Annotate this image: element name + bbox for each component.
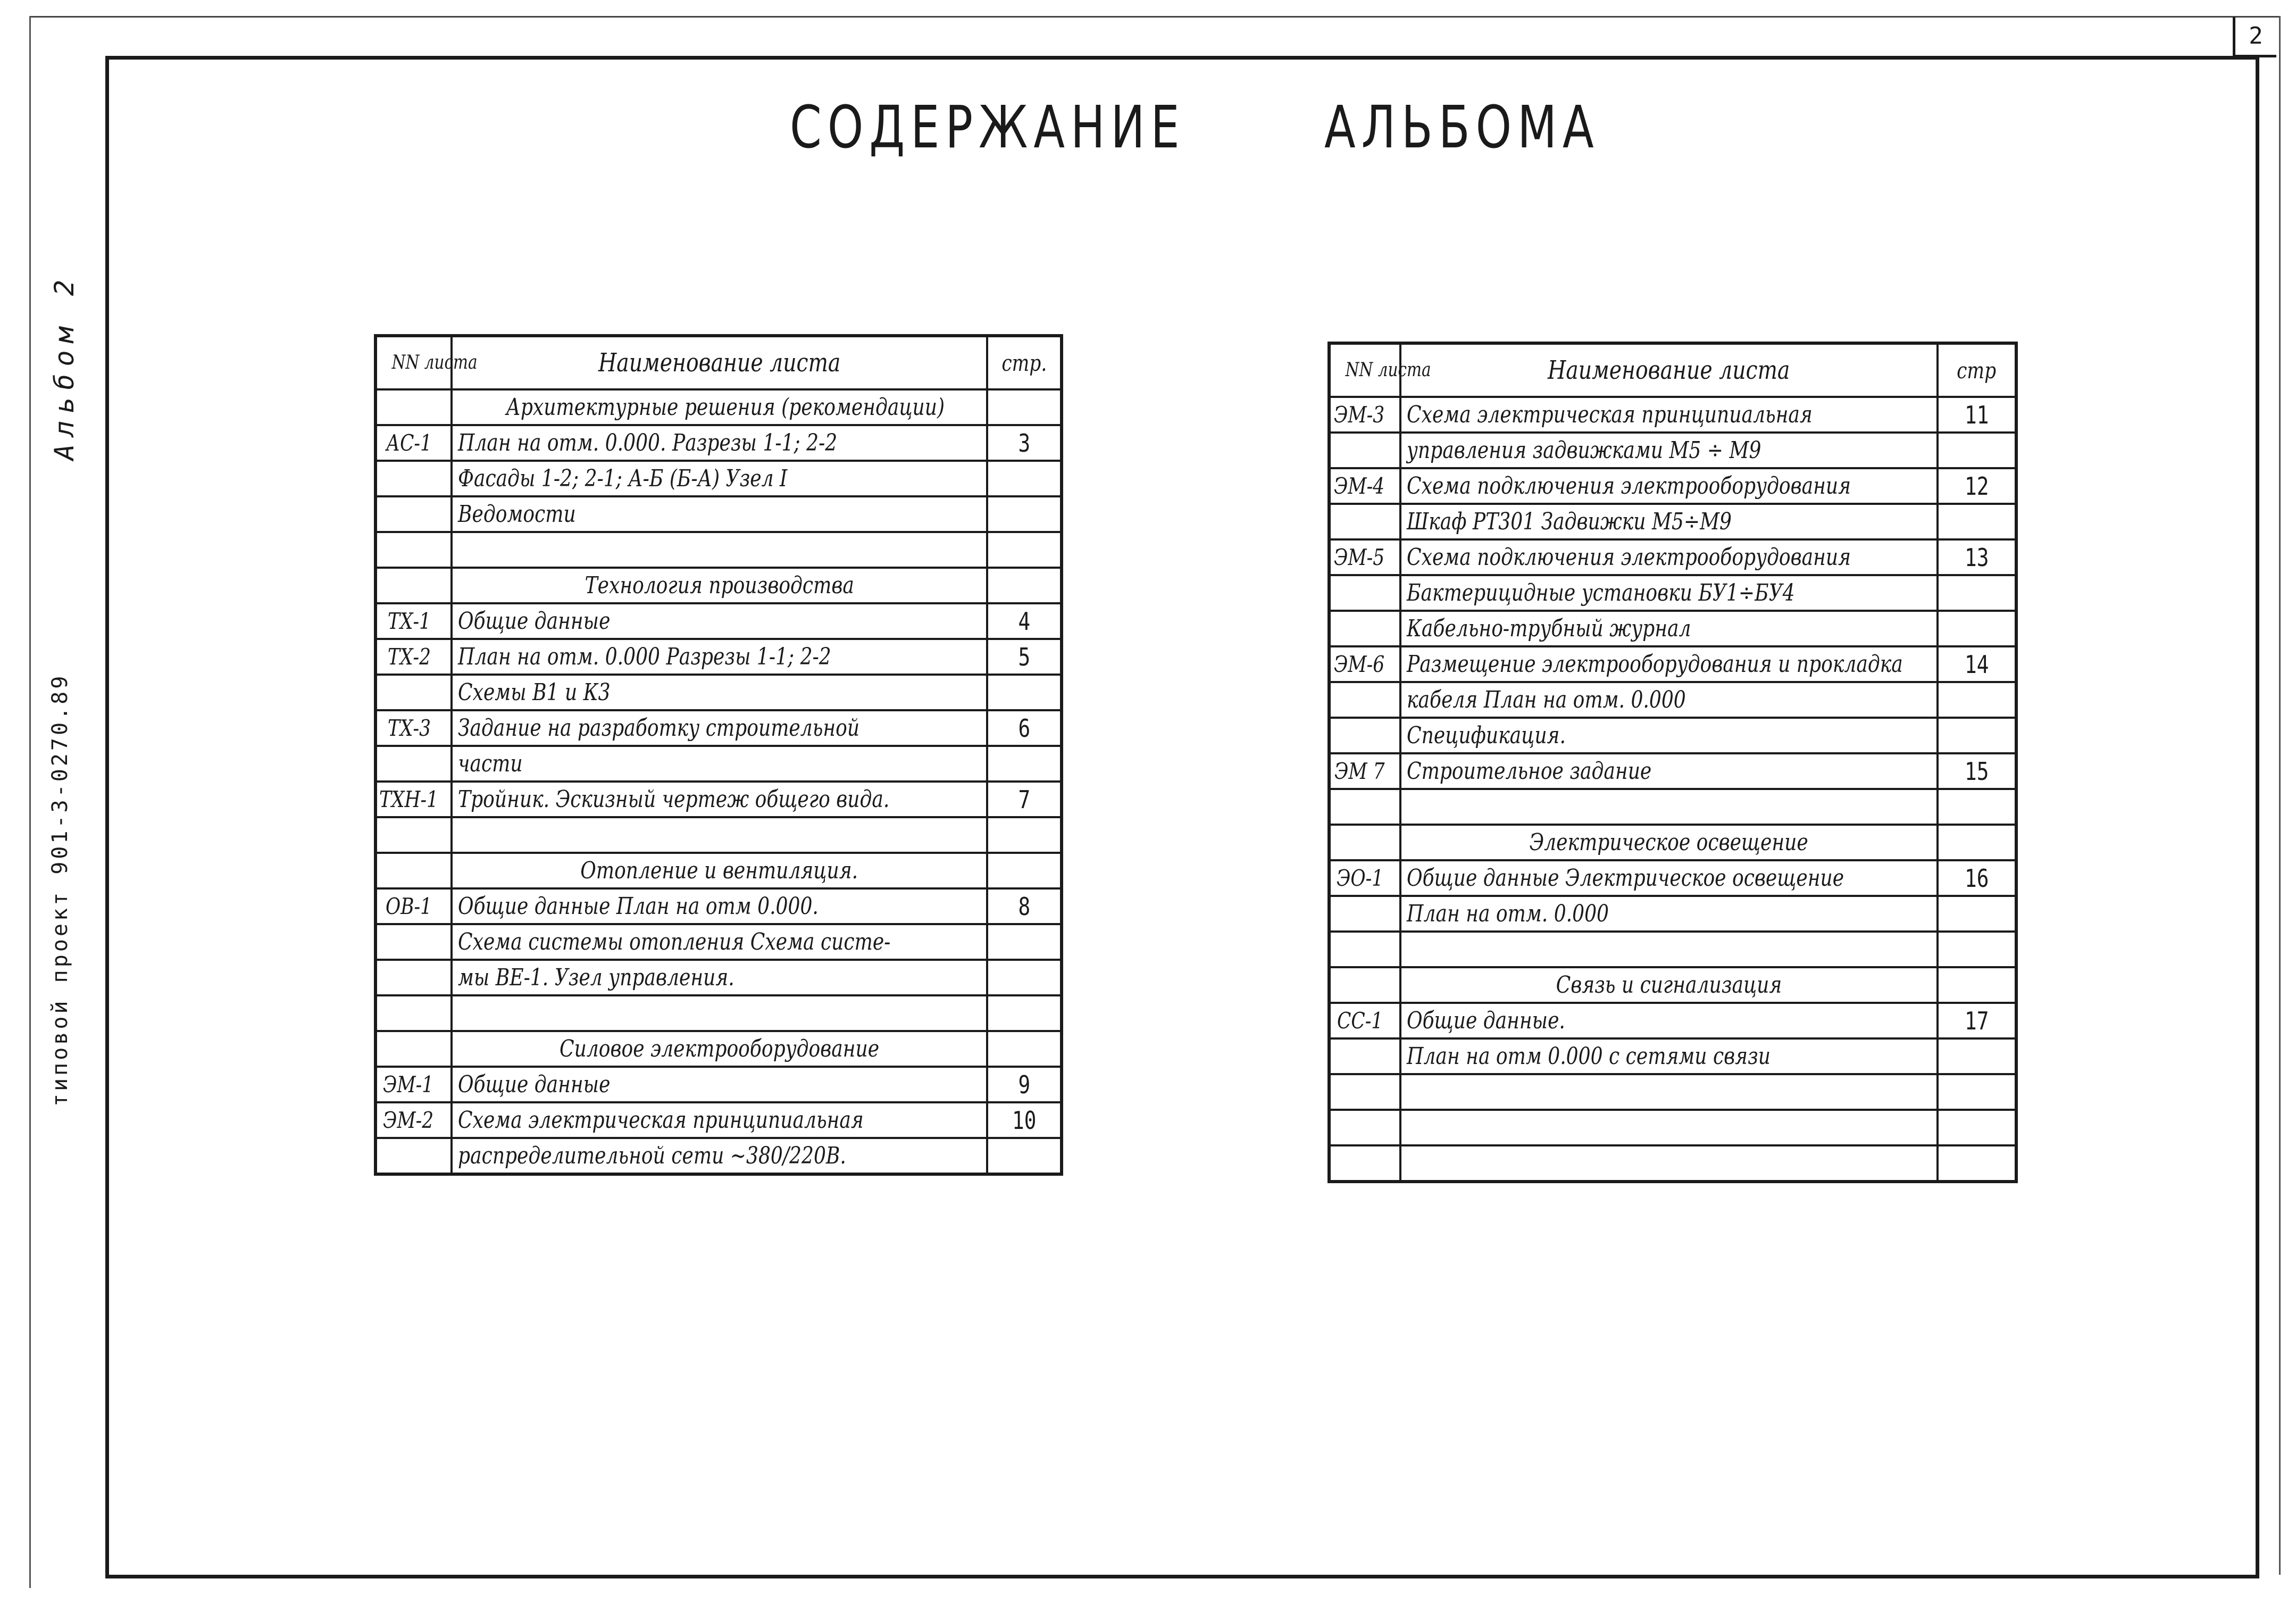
table-row (375, 746, 1062, 782)
page-title-right: АЛЬБОМА (1324, 93, 1600, 161)
sheet-number: ЭМ-4 (1329, 468, 1400, 504)
sheet-name: Спецификация. (1400, 718, 1938, 753)
sheet-name: распределительной сети ~380/220В. (452, 1138, 987, 1174)
sheet-number (1329, 504, 1400, 539)
sheet-name (1400, 1074, 1938, 1110)
sheet-name (452, 532, 987, 568)
table-row (375, 461, 1062, 496)
page-title-left: СОДЕРЖАНИЕ (790, 93, 1185, 161)
section-title: Связь и сигнализация (1400, 967, 1938, 1003)
page-number-cell (987, 532, 1062, 568)
table-row (375, 603, 1062, 639)
table-row (375, 1138, 1062, 1174)
page-number-cell (1938, 433, 2016, 468)
header-sheet-name: Наименование листа (452, 336, 987, 389)
table-row (1329, 718, 2016, 753)
header-sheet-name: Наименование листа (1400, 343, 1938, 397)
page-number-cell (987, 746, 1062, 782)
sheet-name: План на отм. 0.000 Разрезы 1-1; 2-2 (452, 639, 987, 675)
sheet-name: Схема электрическая принципиальная (1400, 397, 1938, 433)
empty-cell (1938, 967, 2016, 1003)
table-header (1329, 343, 2016, 397)
page-number-cell: 17 (1938, 1003, 2016, 1038)
sheet-name: Шкаф РТ301 Задвижки М5÷М9 (1400, 504, 1938, 539)
sheet-name: Бактерицидные установки БУ1÷БУ4 (1400, 575, 1938, 611)
table-row (375, 817, 1062, 853)
table-row (375, 960, 1062, 995)
sheet-name: части (452, 746, 987, 782)
table-row (1329, 932, 2016, 967)
outer-border-top (29, 16, 2279, 18)
sheet-name: Общие данные. (1400, 1003, 1938, 1038)
page-number-cell (1938, 789, 2016, 825)
table-row (1329, 1038, 2016, 1074)
sheet-name: Общие данные (452, 603, 987, 639)
contents-table-right (1327, 342, 2018, 1183)
table-row (1329, 504, 2016, 539)
empty-cell (375, 1031, 452, 1067)
sheet-name (1400, 1110, 1938, 1145)
sheet-number (375, 461, 452, 496)
section-title: Электрическое освещение (1400, 825, 1938, 860)
sheet-number (1329, 575, 1400, 611)
sheet-number (1329, 682, 1400, 718)
table-row (1329, 646, 2016, 682)
table-row (375, 888, 1062, 924)
contents-table-left (374, 334, 1063, 1176)
table-row (1329, 1110, 2016, 1145)
sheet-name: Тройник. Эскизный чертеж общего вида. (452, 782, 987, 817)
section-row (375, 568, 1062, 603)
album-side-label: Альбом 2 (49, 272, 80, 460)
section-row (375, 389, 1062, 425)
sheet-number (1329, 611, 1400, 646)
sheet-number (375, 746, 452, 782)
sheet-name: мы ВЕ-1. Узел управления. (452, 960, 987, 995)
page-number-cell: 4 (987, 603, 1062, 639)
sheet-name: Общие данные (452, 1067, 987, 1102)
sheet-name: Общие данные Электрическое освещение (1400, 860, 1938, 896)
table-row (1329, 1074, 2016, 1110)
section-row (1329, 825, 2016, 860)
sheet-name (1400, 789, 1938, 825)
page-number-cell (1938, 1074, 2016, 1110)
table-row (375, 675, 1062, 710)
sheet-number (1329, 1038, 1400, 1074)
section-title: Отопление и вентиляция. (452, 853, 987, 888)
sheet-number (1329, 789, 1400, 825)
empty-cell (1938, 825, 2016, 860)
empty-cell (375, 389, 452, 425)
header-sheet-number: NN листа (1329, 343, 1400, 397)
sheet-name (1400, 1145, 1938, 1182)
sheet-name: Размещение электрооборудования и прокладка (1400, 646, 1938, 682)
table-row (1329, 468, 2016, 504)
sheet-number (375, 924, 452, 960)
sheet-number: ЭМ-1 (375, 1067, 452, 1102)
sheet-number: АС-1 (375, 425, 452, 461)
sheet-name: Схема электрическая принципиальная (452, 1102, 987, 1138)
empty-cell (987, 389, 1062, 425)
table-row (1329, 539, 2016, 575)
sheet-number: ТХ-1 (375, 603, 452, 639)
table-row (375, 782, 1062, 817)
page-number-cell (987, 496, 1062, 532)
sheet-name: Ведомости (452, 496, 987, 532)
empty-cell (1329, 825, 1400, 860)
page-number-cell (987, 817, 1062, 853)
sheet-name: Фасады 1-2; 2-1; А-Б (Б-А) Узел I (452, 461, 987, 496)
sheet-number (375, 675, 452, 710)
page-number-cell: 8 (987, 888, 1062, 924)
sheet-number: ЭМ-6 (1329, 646, 1400, 682)
table-row (1329, 753, 2016, 789)
page-number-cell (987, 924, 1062, 960)
sheet-number (1329, 932, 1400, 967)
page-number: 2 (2233, 17, 2276, 57)
page-number-cell: 3 (987, 425, 1062, 461)
sheet-name: кабеля План на отм. 0.000 (1400, 682, 1938, 718)
table-row (1329, 682, 2016, 718)
empty-cell (375, 568, 452, 603)
table-row (375, 425, 1062, 461)
table-row (375, 995, 1062, 1031)
sheet-number (375, 960, 452, 995)
page-number-cell: 16 (1938, 860, 2016, 896)
section-row (375, 853, 1062, 888)
page-number-cell: 7 (987, 782, 1062, 817)
sheet-name (1400, 932, 1938, 967)
table-row (1329, 611, 2016, 646)
table-row (375, 1067, 1062, 1102)
page-number-cell (1938, 611, 2016, 646)
sheet-name: Схема подключения электрооборудования (1400, 539, 1938, 575)
section-title: Силовое электрооборудование (452, 1031, 987, 1067)
sheet-number: ЭМ 7 (1329, 753, 1400, 789)
table-row (1329, 397, 2016, 433)
table-row (375, 639, 1062, 675)
sheet-name: Схемы В1 и К3 (452, 675, 987, 710)
empty-cell (987, 853, 1062, 888)
sheet-number (375, 532, 452, 568)
page-number-cell (1938, 682, 2016, 718)
sheet-name: План на отм 0.000 с сетями связи (1400, 1038, 1938, 1074)
page-number-cell (1938, 504, 2016, 539)
sheet-number (375, 1138, 452, 1174)
sheet-name: Строительное задание (1400, 753, 1938, 789)
section-title: Технология производства (452, 568, 987, 603)
page-number-cell (1938, 932, 2016, 967)
table-row (375, 496, 1062, 532)
page-number-cell: 15 (1938, 753, 2016, 789)
table-row (1329, 789, 2016, 825)
page-number-cell: 10 (987, 1102, 1062, 1138)
page-number-cell: 6 (987, 710, 1062, 746)
sheet-number (375, 817, 452, 853)
table-row (1329, 1145, 2016, 1182)
sheet-number (1329, 433, 1400, 468)
sheet-number: ТХ-3 (375, 710, 452, 746)
sheet-name (452, 995, 987, 1031)
sheet-number (375, 496, 452, 532)
empty-cell (987, 1031, 1062, 1067)
sheet-name: Задание на разработку строительной (452, 710, 987, 746)
sheet-number: ЭМ-3 (1329, 397, 1400, 433)
table-row (1329, 433, 2016, 468)
table-row (375, 532, 1062, 568)
page-number-cell (1938, 896, 2016, 932)
page-number-cell: 11 (1938, 397, 2016, 433)
sheet-number (1329, 1145, 1400, 1182)
sheet-number (1329, 1110, 1400, 1145)
page-number-cell: 13 (1938, 539, 2016, 575)
empty-cell (375, 853, 452, 888)
sheet-name: План на отм. 0.000 (1400, 896, 1938, 932)
page-number-cell (1938, 575, 2016, 611)
page-number-cell (987, 1138, 1062, 1174)
page-number-cell (987, 461, 1062, 496)
table-row (1329, 860, 2016, 896)
sheet-number: СС-1 (1329, 1003, 1400, 1038)
empty-cell (1329, 967, 1400, 1003)
page-number-cell (1938, 1038, 2016, 1074)
sheet-name: управления задвижками М5 ÷ М9 (1400, 433, 1938, 468)
page-number-cell: 9 (987, 1067, 1062, 1102)
table-row (1329, 896, 2016, 932)
outer-border-right (2279, 16, 2281, 1575)
sheet-number (1329, 896, 1400, 932)
page-number-cell (1938, 1145, 2016, 1182)
sheet-number (1329, 1074, 1400, 1110)
page-number-cell: 12 (1938, 468, 2016, 504)
page-number-cell: 5 (987, 639, 1062, 675)
table-header (375, 336, 1062, 389)
sheet-name: Схема подключения электрооборудования (1400, 468, 1938, 504)
sheet-name: Общие данные План на отм 0.000. (452, 888, 987, 924)
section-row (375, 1031, 1062, 1067)
sheet-name: Схема системы отопления Схема систе- (452, 924, 987, 960)
header-sheet-number: NN листа (375, 336, 452, 389)
sheet-number: ТХН-1 (375, 782, 452, 817)
sheet-number: ОВ-1 (375, 888, 452, 924)
section-row (1329, 967, 2016, 1003)
sheet-name: План на отм. 0.000. Разрезы 1-1; 2-2 (452, 425, 987, 461)
section-title: Архитектурные решения (рекомендации) (452, 389, 987, 425)
sheet-number (1329, 718, 1400, 753)
page-number-cell (1938, 718, 2016, 753)
table-row (375, 710, 1062, 746)
page-number-cell (987, 960, 1062, 995)
outer-border-left (29, 16, 31, 1588)
table-row (1329, 575, 2016, 611)
project-side-label: типовой проект 901-3-0270.89 (48, 673, 72, 1107)
sheet-number: ТХ-2 (375, 639, 452, 675)
page-number-cell: 14 (1938, 646, 2016, 682)
header-page: стр. (987, 336, 1062, 389)
empty-cell (987, 568, 1062, 603)
sheet-number: ЭО-1 (1329, 860, 1400, 896)
page-number-cell (987, 675, 1062, 710)
table-row (375, 924, 1062, 960)
sheet-number: ЭМ-2 (375, 1102, 452, 1138)
sheet-number: ЭМ-5 (1329, 539, 1400, 575)
table-row (375, 1102, 1062, 1138)
table-row (1329, 1003, 2016, 1038)
sheet-number (375, 995, 452, 1031)
sheet-name (452, 817, 987, 853)
page-number-cell (987, 995, 1062, 1031)
sheet-name: Кабельно-трубный журнал (1400, 611, 1938, 646)
header-page: стр (1938, 343, 2016, 397)
page-number-cell (1938, 1110, 2016, 1145)
